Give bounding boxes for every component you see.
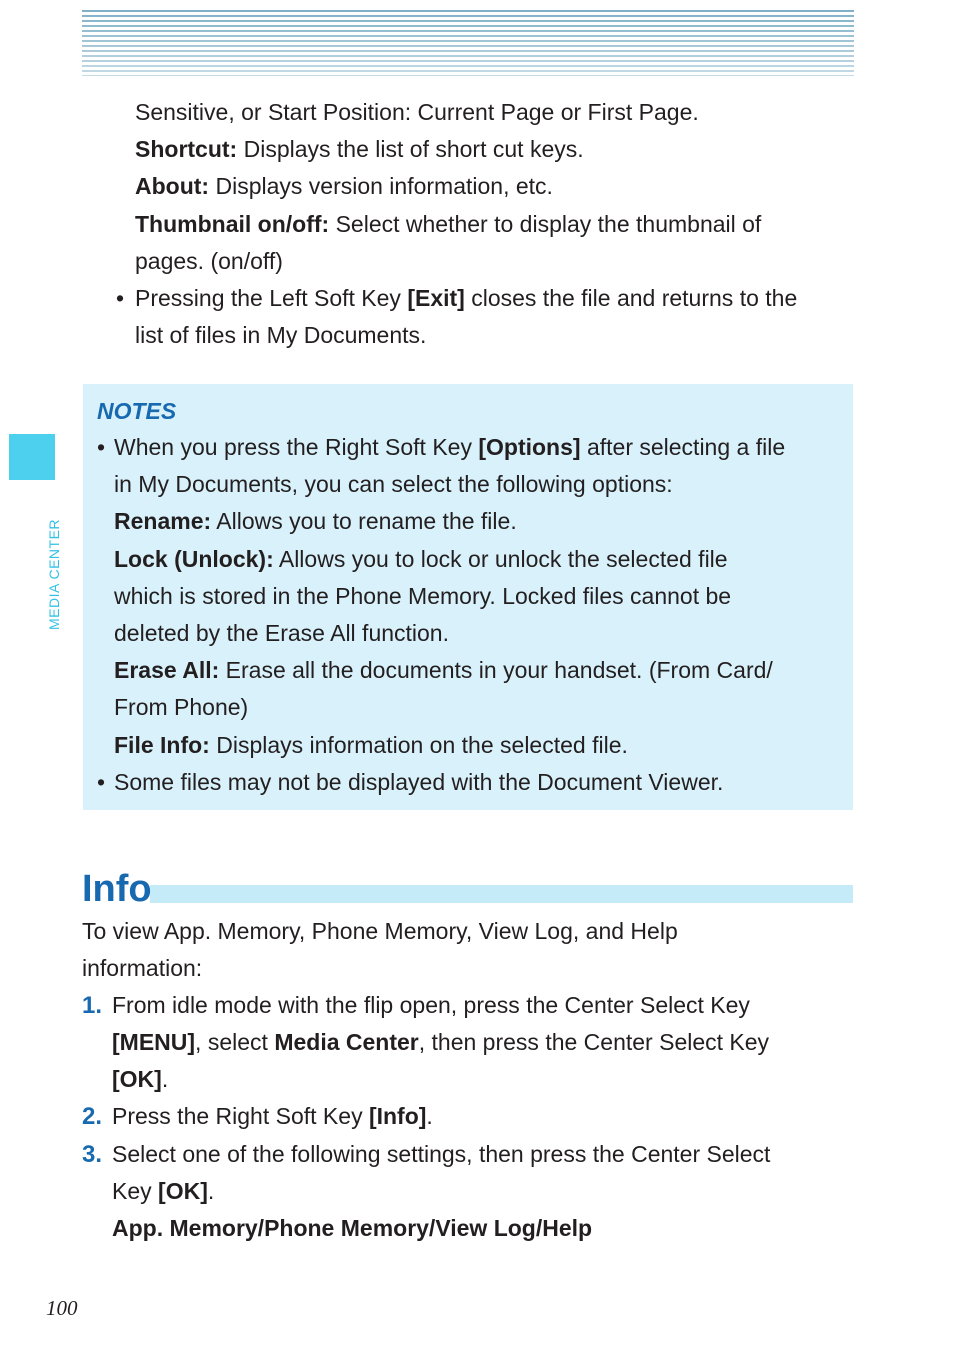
intro-line: Sensitive, or Start Position: Current Page or First Page. [135,99,699,125]
section-heading-band [150,885,853,903]
info-intro: To view App. Memory, Phone Memory, View Log, and Help [82,918,678,944]
lock-item-cont2: deleted by the Erase All function. [114,620,449,646]
exit-note: Pressing the Left Soft Key [Exit] closes the file and returns to the [135,285,798,311]
lock-item-cont: which is stored in the Phone Memory. Locked files cannot be [114,583,732,609]
info-intro-cont: information: [82,955,203,981]
step-number: 1. [82,992,103,1019]
rename-item: Rename: Allows you to rename the file. [114,508,517,534]
exit-note-cont: list of files in My Documents. [135,322,427,348]
bullet: • [116,285,125,311]
notes-title: NOTES [97,398,177,424]
notes-item-viewer: Some files may not be displayed with the Document Viewer. [114,769,724,795]
step-number: 3. [82,1141,103,1168]
step-2: Press the Right Soft Key [Info]. [112,1103,433,1129]
fileinfo-item: File Info: Displays information on the selected file. [114,732,628,758]
section-heading: Info [82,868,152,910]
bullet: • [97,769,106,795]
shortcut-item: Shortcut: Displays the list of short cut keys. [135,136,584,162]
about-item: About: Displays version information, etc. [135,173,553,199]
step-1: From idle mode with the flip open, press the Center Select Key [112,992,750,1018]
thumbnail-item-cont: pages. (on/off) [135,248,283,274]
lock-item: Lock (Unlock): Allows you to lock or unlock the selected file [114,546,728,572]
section-label: MEDIA CENTER [46,518,62,630]
thumbnail-item: Thumbnail on/off: Select whether to display the thumbnail of [135,211,762,237]
bullet: • [97,434,106,460]
notes-item-options-cont: in My Documents, you can select the following options: [114,471,673,497]
erase-item: Erase All: Erase all the documents in your handset. (From Card/ [114,657,773,683]
notes-item-options: When you press the Right Soft Key [Options] after selecting a file [114,434,786,460]
erase-item-cont: From Phone) [114,694,249,720]
section-tab [9,434,55,480]
step-1-cont2: [OK]. [112,1066,169,1092]
step-1-cont: [MENU], select Media Center, then press the Center Select Key [112,1029,770,1055]
page-number: 100 [46,1296,78,1320]
header-stripes [82,10,854,76]
step-3: Select one of the following settings, then press the Center Select [112,1141,771,1167]
step-3-cont: Key [OK]. [112,1178,215,1204]
step-3-options: App. Memory/Phone Memory/View Log/Help [112,1215,593,1241]
step-number: 2. [82,1103,103,1130]
